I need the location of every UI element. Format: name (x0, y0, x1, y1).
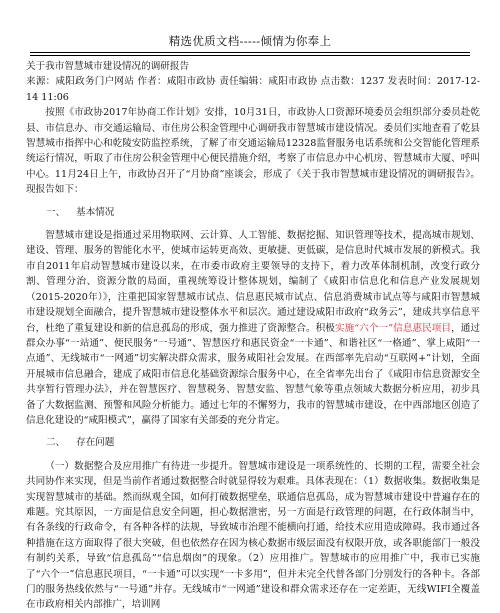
paragraph-text: 智慧城市建设是指通过采用物联网、云计算、人工智能、数据挖掘、知识管理等技术，提高城市规划、建设、管理、服务的智能化水平，使城市运转更高效、更敏捷、更低碳，是信息时代城市发展的新模式。我市自2011年启动智慧城市建设以来，在市委市政府主要领导的支持下，着力改革体制机制，改变行政分割、管理分治、资源分散的局面，重视统筹设计整体规划，编制了《咸阳市信息化和信息产业发展规划（2015-2020年）》，注重把国家智慧城市试点、信息惠民城市试点、信息消费城市试点等与咸阳市智慧城市建设规划全面融合，提升智慧城市建设整体水平和层次。通过建设咸阳市政府“政务云”，建成共享信息平台，杜绝了重复建设和新的信息孤岛的形成，强力推进了资源整合。积极 (26, 230, 480, 334)
document-body (26, 59, 480, 613)
header-rule-bottom (30, 55, 470, 56)
section-number: 二、 (46, 437, 66, 449)
paragraph-text-continued: ，通过群众办事“一站通”、便民服务“一号通”、智慧医疗和惠民资金“一卡通”、和谐社区“一格通”、掌上咸阳“一点通”、无线城市“一网通”切实解决群众需求，服务咸阳社会发展。在西部率先启动“互联网+”计划，全面开展城市信息融合，建成了咸阳市信息化基础资源综合服务中心，在全省率先出台了《咸阳市信息资源安全共享暂行管理办法》，并在智慧医疗、智慧税务、智慧安监、智慧气象等重点领域大数据分析应用，初步具备了大数据监测、预警和风险分析能力。通过七年的不懈努力，我市的智慧城市建设，在中西部地区创造了信息化建设的“咸阳模式”，赢得了国家有关部委的充分肯定。 (26, 322, 481, 426)
document-header: 精选优质文档-----倾情为你奉上 (168, 34, 332, 48)
section-title: 存在问题 (76, 437, 115, 449)
section-title: 基本情况 (76, 206, 115, 218)
section-heading-basic (26, 205, 480, 220)
section-number: 一、 (46, 206, 66, 218)
section-heading-problems (26, 435, 480, 450)
report-title: 关于我市智慧城市建设情况的调研报告 (26, 61, 190, 72)
problems-paragraph: （一）数据整合及应用推广有待进一步提升。智慧城市建设是一项系统性的、长期的工程，需要全社会共同协作来实现，但是当前作者通过数据整合时就显得较为艰难。具体表现在：（1）数据收集。数据收集是实现智慧城市的基础。然而纵观全国，如何打破数据壁垒，联通信息孤岛，成为智慧城市建设中普遍存在的难题。究其原因，一方面是信息安全问题，担心数据泄密，另一方面是行政管理的问题，在行政体制当中，有各条线的行政命令，有各种各样的法规，导致城市治理不能横向打通，给技术应用造成障碍。我市通过各种措施在这方面取得了很大突破，但也依然存在因为核心数据市级层面没有权限开放，或各职能部门一般没有制约关系，导致“信息孤岛”“信息烟囱”的现象。（2）应用推广。智慧城市的应用推广中，我市已实施了“六个一”信息惠民项目，“一卡通”可以实现“一卡多用”，但并未完全代替各部门分别发行的各种卡。各部门的服务热线依然与“一号通”并存。无线城市“一网通”建设和群众需求还存在一定差距，无线WIFI全覆盖在市政府相关内部推广，培训网 (26, 460, 480, 611)
basic-situation-paragraph (26, 228, 480, 428)
report-meta: 来源：咸阳政务门户网站 作者：咸阳市政协 责任编辑：咸阳市政协 点击数：1237 发表时间：2017-12-14 11:06 (26, 76, 480, 103)
intro-paragraph: 按照《市政协2017年协商工作计划》安排，10月31日，市政协人口资源环境委员会组织部分委员赴乾县、市信息办、市交通运输局、市住房公积金管理中心调研我市智慧城市建设情况。委员们实地查看了乾县智慧城市指挥中心和乾陵安防监控系统，了解了市交通运输局12328监督服务电话系统和公交智能化管理系统运行情况，听取了市住房公积金管理中心便民措施介绍，考察了市信息办中心机房、智慧城市大厦、呼叫中心。11月24日上午，市政协召开了“月协商”座谈会，形成了《关于我市智慧城市建设情况的调研报告》。现报告如下： (26, 107, 480, 196)
highlighted-text: 实施“六个一”信息惠民项目 (334, 322, 452, 334)
header-rule-top (30, 52, 470, 53)
